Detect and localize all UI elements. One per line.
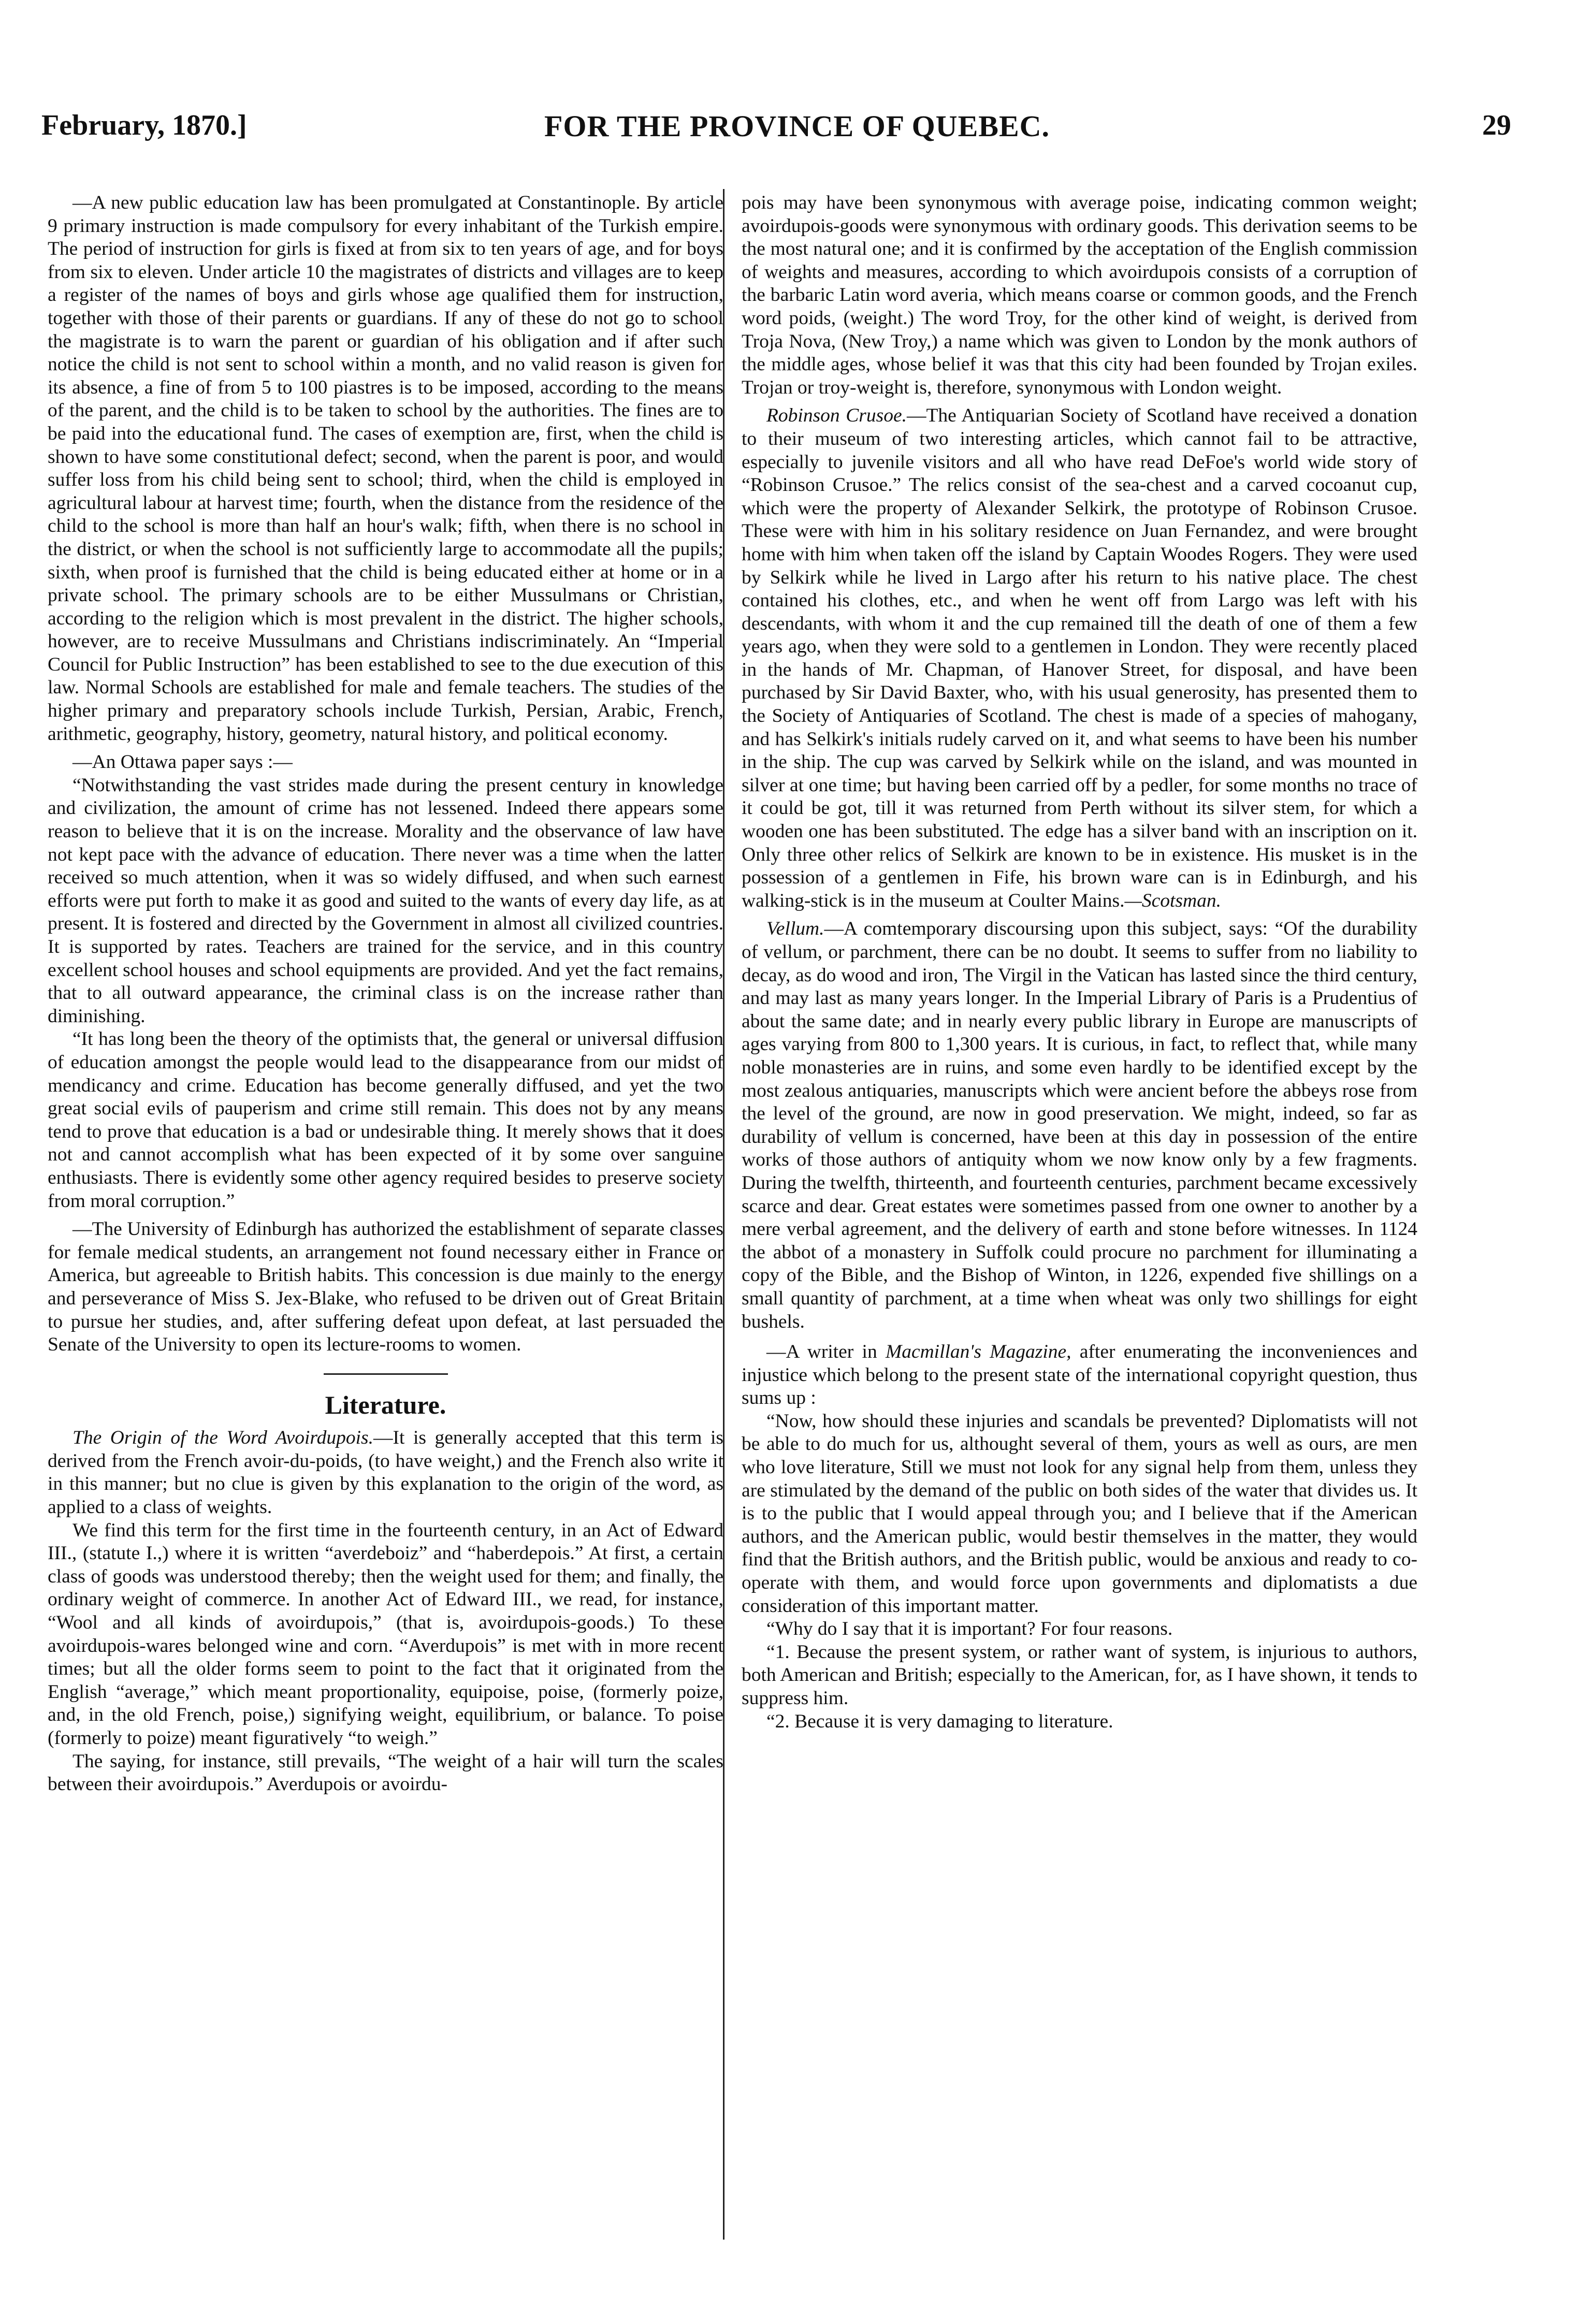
article-vellum-text: —A comtemporary discoursing upon this subject, says: “Of the durability of vellum, or parchment, there can be no doubt. It seems to suffer from no liability to decay, as do wood and iron, The Virgil in the Vatican has lasted since the third century, and may last as many years longer. In the Imperial Library of Paris is a Prudentius of about the same date; and in nearly every public library in Europe are manuscripts of ages varying from 800 to 1,300 years. It is curious, in fact, to reflect that, while many noble monasteries are in ruins, and some even hardly to be identified except by the most zealous antiquaries, manuscripts which were ancient before the abbeys rose from the level of the ground, are now in good preservation. We might, indeed, so far as durability of vellum is concerned, have been at this day in possession of the entire works of those authors of antiquity whom we now know only by a few fragments. During the twelfth, thirteenth, and fourteenth centuries, parchment became excessively scarce and dear. Great estates were sometimes passed from one owner to another by a mere verbal agreement, and the delivery of earth and stone before witnesses. In 1124 the abbot of a monastery in Suffolk could procure no parchment for illuminating a copy of the Bible, and the Bishop of Winton, in 1226, expended five shillings on a small quantity of parchment, at a time when wheat was only two shillings for eight bushels. <box>742 918 1417 1332</box>
article-avoirdupois-1-text: —It is generally accepted that this term is derived from the French avoir-du-poids, (to have weight,) and the French also write it in this manner; but no clue is given by this explanation to the origin of the word, as applied to a class of weights. <box>48 1427 723 1518</box>
section-heading-literature: Literature. <box>325 1390 446 1419</box>
right-column <box>742 192 1417 2289</box>
article-avoirdupois-3: The saying, for instance, still prevails, “The weight of a hair will turn the scales between their avoirdupois.” Averdupois or avoirdu- <box>48 1750 723 1795</box>
section-divider <box>324 1373 448 1375</box>
article-edinburgh: —The University of Edinburgh has authorized the establishment of separate classes for female medical students, an arrangement not found necessary either in France or America, but agreeable to British habits. This concession is due mainly to the energy and perseverance of Miss S. Jex-Blake, who refused to be driven out of Great Britain to pursue her studies, and, after suffering defeat upon defeat, at last persuaded the Senate of the University to open its lecture-rooms to women. <box>48 1218 723 1356</box>
macmillan-quote-4: “2. Because it is very damaging to literature. <box>766 1710 1113 1732</box>
page-number: 29 <box>1482 109 1511 141</box>
article-ottawa-quote-1: “Notwithstanding the vast strides made during the present century in knowledge and civilization, the amount of crime has not lessened. Indeed there appears some reason to believe that it is on the increase. Morality and the observance of law have not kept pace with the advance of education. There never was a time when the latter received so much attention, when it was so widely diffused, and when such earnest efforts were put forth to make it as good and suited to the wants of every day life, as at present. It is fostered and directed by the Government in almost all civilized countries. It is supported by rates. Teachers are trained for the service, and in this country excellent school houses and school equipments are provided. And yet the fact remains, that to all outward appearance, the criminal class is on the increase rather than diminishing. <box>48 774 723 1027</box>
article-avoirdupois-1 <box>48 1427 723 1519</box>
article-avoirdupois-2: We find this term for the first time in the fourteenth century, in an Act of Edward III., (statute I.,) where it is written “averdeboiz” and “haberdepois.” At first, a certain class of goods was understood thereby; then the weight used for them; and finally, the ordinary weight of commerce. In another Act of Edward III., we read, for instance, “Wool and all kinds of avoirdupois,” (that is, avoirdupois-goods.) To these avoirdupois-wares belonged wine and corn. “Averdupois” is met with in more recent times; but all the older forms seem to point to the fact that it originated from the English “average,” which meant proportionality, equipoise, poise, (formerly poize, and, in the old French, poise,) signifying weight, equilibrium, or balance. To poise (formerly to poize) meant figuratively “to weigh.” <box>48 1519 723 1749</box>
article-crusoe-text: —The Antiquarian Society of Scotland have received a donation to their museum of two interesting articles, which cannot fail to be attractive, especially to juvenile visitors and all who have read DeFoe's world wide story of “Robinson Crusoe.” The relics consist of the sea-chest and a carved cocoanut cup, which were the property of Alexander Selkirk, the prototype of Robinson Crusoe. These were with him in his solitary residence on Juan Fernandez, and were brought home with him when taken off the island by Captain Woodes Rogers. They were used by Selkirk while he lived in Largo after his return to his native place. The chest contained his clothes, etc., and when he went off from Largo was left with his descendants, with whom it and the cup remained till the death of one of them a few years ago, when they were sold to a gentlemen in London. They were recently placed in the hands of Mr. Chapman, of Hanover Street, for disposal, and have been purchased by Sir David Baxter, who, with his usual generosity, has presented them to the Society of Antiquaries of Scotland. The chest is made of a species of mahogany, and has Selkirk's initials rudely carved on it, and what seems to have been his number in the ship. The cup was carved by Selkirk while on the island, and was mounted in silver at one time; but having been carried off by a pedler, for some months no trace of it could be got, till it was returned from Perth without its silver stem, for which a wooden one has been substituted. The edge has a silver band with an inscription on it. Only three other relics of Selkirk are known to be in existence. His musket is in the possession of a gentlemen in Fife, his brown ware can is in Edinburgh, and his walking-stick is in the museum at Coulter Mains. <box>742 405 1417 911</box>
macmillan-quote-1: “Now, how should these injuries and scandals be prevented? Diplomatists will not be able to do much for us, althought several of them, yours as well as ours, are men who love literature, Still we must not look for any signal help from them, unless they are stimulated by the demand of the public on both sides of the water that divides us. It is to the public that I would appeal through you; and I believe that if the American authors, and the American public, would bestir themselves in the matter, they would find that the British authors, and the British public, would be anxious and ready to co-operate with them, and would force upon governments and diplomatists a due consideration of this important matter. <box>742 1410 1417 1617</box>
article-crusoe-title: Robinson Crusoe. <box>766 405 907 427</box>
left-column <box>48 192 723 2289</box>
article-constantinople: —A new public education law has been promulgated at Constantinople. By article 9 primary instruction is made compulsory for every inhabitant of the Turkish empire. The period of instruction for girls is fixed at from six to ten years of age, and for boys from six to eleven. Under article 10 the magistrates of districts and villages are to keep a register of the names of boys and girls whose age qualified them for instruction, together with those of their parents or guardians. If any of these do not go to school the magistrate is to warn the parent or guardian of his obligation and if after such notice the child is not sent to school within a month, and no valid reason is given for its absence, a fine of from 5 to 100 piastres is to be imposed, according to the means of the parent, and the child is to be taken to school by the authorities. The fines are to be paid into the educational fund. The cases of exemption are, first, when the child is shown to have some constitutional defect; second, when the parent is poor, and would suffer loss from his child being sent to school; third, when the child is employed in agricultural labour at harvest time; fourth, when the distance from the residence of the child to the school is more than half an hour's walk; fifth, when there is no school in the district, or when the school is not sufficiently large to accommodate all the pupils; sixth, when proof is furnished that the child is being educated either at home or in a private school. The primary schools are to be either Mussulmans or Christian, according to the religion which is most prevalent in the district. The higher schools, however, are to receive Mussulmans and Christians indiscriminately. An “Imperial Council for Public Instruction” has been established to see to the due execution of this law. Normal Schools are established for male and female teachers. The studies of the higher primary and preparatory schools include Turkish, Persian, Arabic, French, arithmetic, geography, history, geometry, natural history, and political economy. <box>48 192 723 745</box>
article-crusoe-source: —Scotsman. <box>1124 890 1221 911</box>
article-ottawa-intro: —An Ottawa paper says :— <box>73 751 293 773</box>
article-avoirdupois-title: The Origin of the Word Avoirdupois. <box>73 1427 373 1449</box>
macmillan-quote-3: “1. Because the present system, or rather want of system, is injurious to authors, both American and British; especially to the American, for, as I have shown, it tends to suppress him. <box>742 1641 1417 1709</box>
macmillan-intro-text: —A writer in <box>766 1341 877 1363</box>
article-avoirdupois-continued: pois may have been synonymous with average poise, indicating common weight; avoirdupois-goods were synonymous with ordinary goods. This derivation seems to be the most natural one; and it is confirmed by the acceptation of the English commission of weights and measures, according to which avoirdupois consists of a corruption of the barbaric Latin word averia, which means coarse or common goods, and the French word poids, (weight.) The word Troy, for the other kind of weight, is derived from Troja Nova, (New Troy,) a name which was given to London by the monk authors of the middle ages, whose belief it was that this city had been founded by Trojan exiles. Trojan or troy-weight is, therefore, synonymous with London weight. <box>742 192 1417 398</box>
article-vellum-title: Vellum. <box>766 918 824 940</box>
article-macmillan-intro <box>742 1341 1417 1410</box>
header-title: FOR THE PROVINCE OF QUEBEC. <box>544 109 1050 143</box>
article-robinson-crusoe <box>742 404 1417 912</box>
article-vellum <box>742 918 1417 1333</box>
article-ottawa-quote-2: “It has long been the theory of the optimists that, the general or universal diffusion of education amongst the people would lead to the disappearance from our midst of mendicancy and crime. Education has become generally diffused, and yet the two great social evils of pauperism and crime still remain. This does not by any means tend to prove that education is a bad or undesirable thing. It merely shows that it does not and cannot accomplish what has been expected of it by some over sanguine enthusiasts. There is evidently some other agency required besides to preserve society from moral corruption.” <box>48 1028 723 1212</box>
macmillan-quote-2: “Why do I say that it is important? For four reasons. <box>766 1618 1173 1640</box>
macmillan-magazine-title: Macmillan's Magazine, <box>885 1341 1071 1363</box>
macmillan-intro-rest: after enumerating the inconveniences and injustice which belong to the present state of the international copyright question, thus sums up : <box>742 1341 1417 1409</box>
page-header <box>0 109 1594 166</box>
header-date: February, 1870.] <box>41 109 247 141</box>
